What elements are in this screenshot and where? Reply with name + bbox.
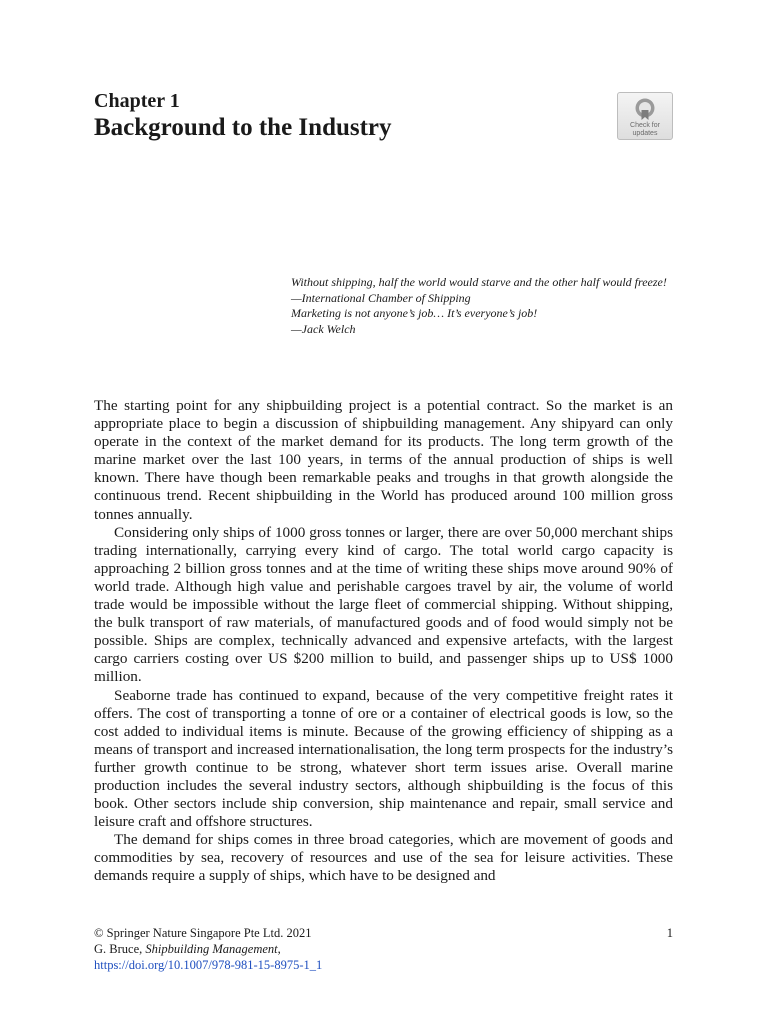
paragraph: The starting point for any shipbuilding project is a potential contract. So the market is an appropriate place to begin a discussion of shipbuilding management. Any shipyard can only operate in the context of the market demand for its products. The long term growth of the marine market over the last 100 years, in terms of the annual production of ships is well known. There have though been remarkable peaks and troughs in that growth alongside the continuous trend. Recent shipbuilding in the World has produced around 100 million gross tonnes annually. bbox=[94, 397, 673, 523]
citation-line: G. Bruce, Shipbuilding Management, bbox=[94, 942, 281, 956]
paragraph: The demand for ships comes in three broad categories, which are movement of goods and commodities by sea, recovery of resources and use of the sea for leisure activities. These demands require a supply of ships, which have to be designed and bbox=[94, 831, 673, 885]
epigraph bbox=[291, 275, 676, 337]
doi-link[interactable]: https://doi.org/10.1007/978-981-15-8975-1_1 bbox=[94, 958, 323, 972]
epigraph-quote: Marketing is not anyone’s job… It’s everyone’s job! bbox=[291, 306, 538, 320]
crossmark-icon bbox=[634, 97, 656, 121]
epigraph-quote: Without shipping, half the world would starve and the other half would freeze! bbox=[291, 275, 667, 289]
paragraph: Seaborne trade has continued to expand, because of the very competitive freight rates it offers. The cost of transporting a tonne of ore or a container of electrical goods is low, so the cost added to individual items is minute. Because of the growing efficiency of shipping as a means of transport and increased internationalisation, the long term prospects for the industry’s further growth continue to be strong, whatever short term issues arise. Overall marine production includes the several industry sectors, although shipbuilding is the focus of this book. Other sectors include ship conversion, ship maintenance and repair, small service and leisure craft and offshore structures. bbox=[94, 686, 673, 831]
body-text bbox=[94, 397, 673, 886]
page-number: 1 bbox=[666, 926, 673, 940]
chapter-label: Chapter 1 bbox=[94, 90, 180, 112]
page-footer bbox=[94, 925, 673, 973]
badge-label: Check for updates bbox=[630, 122, 660, 137]
epigraph-attribution: —Jack Welch bbox=[291, 321, 356, 336]
epigraph-attribution: —International Chamber of Shipping bbox=[291, 290, 471, 305]
paragraph: Considering only ships of 1000 gross tonnes or larger, there are over 50,000 merchant ships trading internationally, carrying every kind of cargo. The total world cargo capacity is approaching 2 billion gross tonnes and at the time of writing these ships move around 90% of world trade. Although high value and perishable cargoes travel by air, the volume of world trade would be impossible without the large fleet of commercial shipping. Without shipping, the bulk transport of raw materials, of manufactured goods and of food would simply not be possible. Ships are complex, technically advanced and expensive artefacts, with the largest cargo carriers costing over US $200 million to build, and passenger ships up to US$ 1000 million. bbox=[94, 523, 673, 686]
chapter-title: Background to the Industry bbox=[94, 114, 392, 141]
copyright-line: © Springer Nature Singapore Pte Ltd. 2021 bbox=[94, 926, 312, 940]
check-for-updates-badge[interactable] bbox=[617, 92, 673, 140]
book-title: Shipbuilding Management bbox=[145, 942, 278, 956]
